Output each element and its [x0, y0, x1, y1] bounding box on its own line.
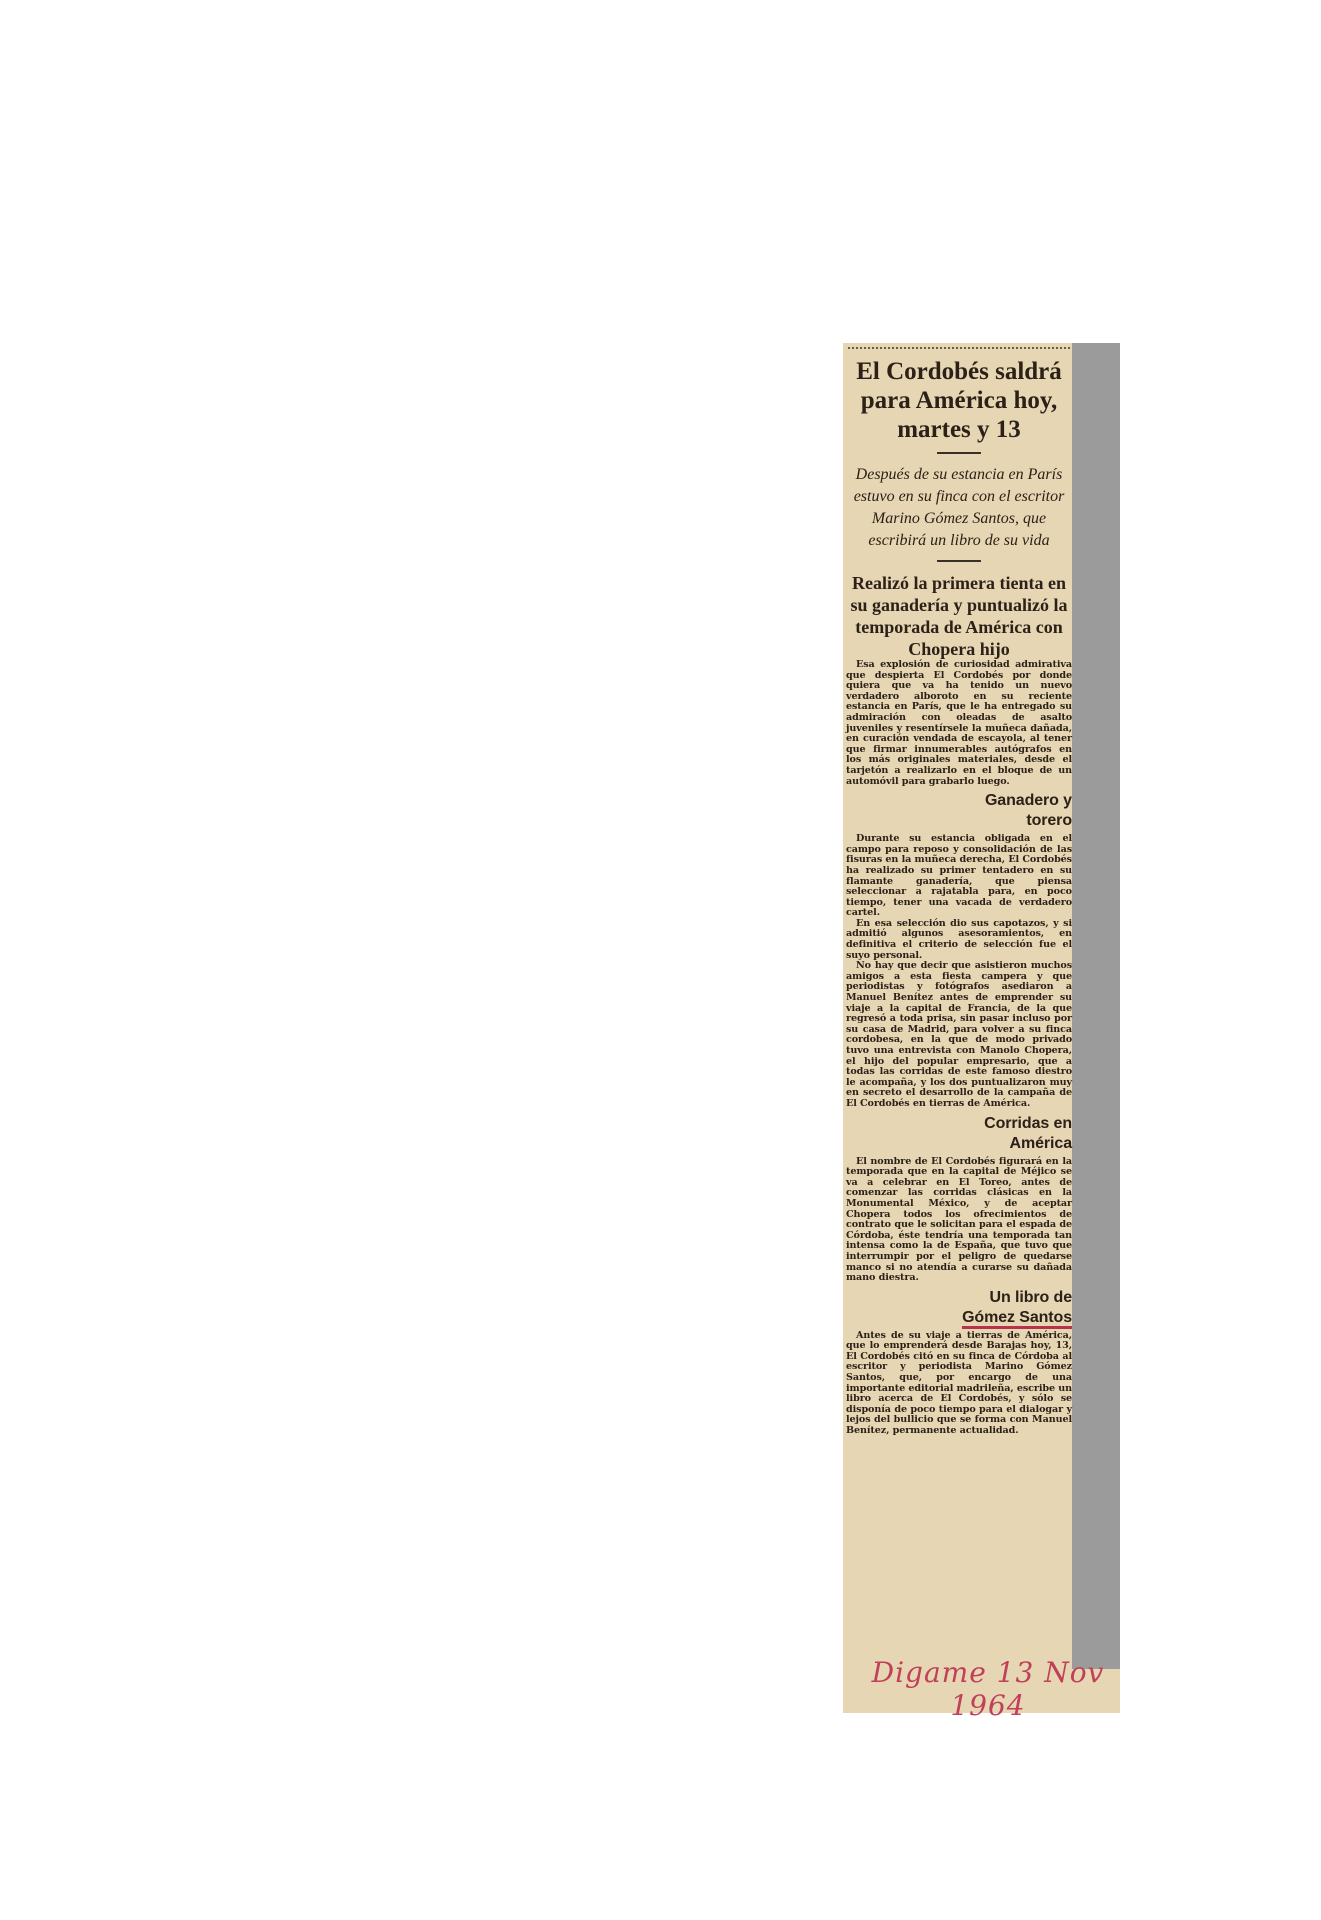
section-heading-line: Gómez Santos — [962, 1309, 1072, 1329]
section-heading-line: Un libro de — [989, 1288, 1072, 1306]
intro-paragraph: Esa explosión de curiosidad admirativa que despierta El Cordobés por donde quiera que va ha tenido un nuevo verdadero alboroto en su reciente estancia en París, que le ha entregado su admiración con oleadas de asalto juveniles y resentírsele la muñeca dañada, en curación vendada de escayola, al tener que firmar innumerables autógrafos en los más originales materiales, desde el tarjetón a realizarlo en el bloque de un automóvil para grabarlo luego. — [846, 659, 1072, 787]
divider — [937, 560, 981, 562]
section-heading-ganadero — [846, 791, 1072, 831]
body-paragraph: No hay que decir que asistieron muchos amigos a esta fiesta campera y que periodistas y fotógrafos asediaron a Manuel Benítez antes de emprender su viaje a la capital de Francia, de la que regresó a toda prisa, sin pasar incluso por su casa de Madrid, para volver a su finca cordobesa, en la que de modo privado tuvo una entrevista con Manolo Chopera, el hijo del popular empresario, que a todas las corridas de este famoso diestro le acompaña, y los dos puntualizaron muy en secreto el desarrollo de la campaña de El Cordobés en tierras de América. — [846, 960, 1072, 1109]
section-heading-corridas — [846, 1114, 1072, 1154]
top-dotted-rule — [848, 347, 1070, 353]
article-body — [846, 660, 1072, 1437]
article-column — [846, 347, 1072, 1437]
body-paragraph: El nombre de El Cordobés figurará en la temporada que en la capital de Méjico se va a celebrar en El Toreo, antes de comenzar las corridas clásicas en la Monumental México, y de aceptar Chopera todos los ofrecimientos de contrato que le solicitan para el espada de Córdoba, éste tendría una temporada tan intensa como la de España, que tuvo que interrumpir por el peligro de quedarse manco si no atendía a curarse su dañada mano diestra. — [846, 1155, 1072, 1284]
body-paragraph: Durante su estancia obligada en el campo para reposo y consolidación de las fisuras en la muñeca derecha, El Cordobés ha realizado su primer tentadero en su flamante ganadería, que piensa seleccionar a rajatabla para, en poco tiempo, tener una vacada de verdadero cartel. — [846, 833, 1072, 919]
divider — [937, 452, 981, 454]
article-headline: El Cordobés saldrá para América hoy, martes y 13 — [856, 358, 1062, 443]
section-heading-line: Ganadero y — [984, 792, 1072, 810]
article-subheadline: Después de su estancia en París estuvo en su finca con el escritor Marino Gómez Santos, que escribirá un libro de su vida — [853, 466, 1065, 549]
section-heading-line: Corridas en — [984, 1114, 1072, 1132]
scan-edge-shadow — [1072, 343, 1120, 1669]
body-paragraph: En esa selección dio sus capotazos, y si admitió algunos asesoramientos, en definitiva el criterio de selección fue el suyo personal. — [846, 917, 1072, 961]
article-deck: Realizó la primera tienta en su ganadería y puntualizó la temporada de América con Chopera hijo — [850, 573, 1068, 659]
body-paragraph: Antes de su viaje a tierras de América, que lo emprenderá desde Barajas hoy, 13, El Cordobés citó en su finca de Córdoba al escritor y periodista Marino Gómez Santos, que, por encargo de una importante editorial madrileña, escribe un libro acerca de El Cordobés, y sólo se disponía de poco tiempo para el dialogar y lejos del bullicio que se forma con Manuel Benítez, permanente actualidad. — [846, 1329, 1072, 1437]
section-heading-line: torero — [1026, 812, 1072, 830]
handwritten-source-date: Digame 13 Nov 1964 — [871, 1656, 1105, 1722]
section-heading-libro — [846, 1288, 1072, 1328]
section-heading-line: América — [1009, 1134, 1072, 1152]
